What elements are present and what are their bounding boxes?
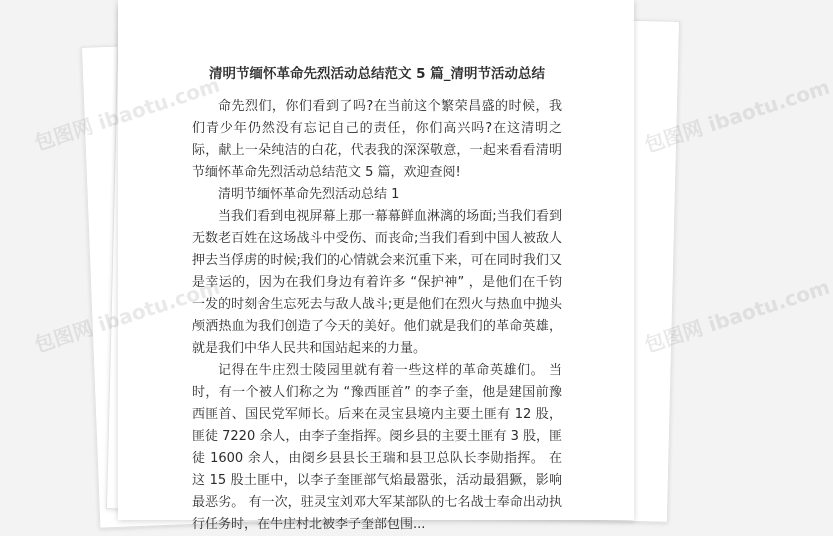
document-content: [192, 64, 562, 536]
intro-paragraph: 命先烈们，你们看到了吗?在当前这个繁荣昌盛的时候，我们青少年仍然没有忘记自己的责任，你们高兴吗?在这清明之际，献上一朵纯洁的白花，代表我的深深敬意，一起来看看清明节缅怀革命先烈活动总结范文 5 篇，欢迎查阅!: [192, 99, 562, 180]
watermark-logo: 包图网: [31, 113, 96, 156]
watermark-logo: 包图网 ibaotu.com: [641, 74, 833, 158]
document-title: 清明节缅怀革命先烈活动总结范文 5 篇_清明节活动总结: [208, 66, 546, 82]
watermark-logo: 包图网 ibaotu.com: [641, 274, 833, 358]
section-heading: 清明节缅怀革命先烈活动总结 1: [218, 187, 400, 202]
watermark-logo: 包图网: [31, 315, 96, 358]
document-page: [118, 0, 634, 532]
body-paragraph-2: 记得在牛庄烈士陵园里就有着一些这样的革命英雄们。 当时，有一个被人们称之为 “豫西匪首” 的李子奎，他是建国前豫西匪首、国民党军师长。后来在灵宝县境内主要土匪有 12 股，匪徒 7220 余人，由李子奎指挥。阌乡县的主要土匪有 3 股，匪徒 1600 余人，由阌乡县县长王瑞和县卫总队长李勋指挥。 在这 15 股土匪中，以李子奎匪部气焰最嚣张，活动最猖獗，影响最恶劣。 有一次，驻灵宝刘邓大军某部队的七名战士奉命出动执行任务时，在牛庄村北被李子奎部包围...: [192, 363, 562, 532]
body-paragraph-1: 当我们看到电视屏幕上那一幕幕鲜血淋漓的场面;当我们看到无数老百姓在这场战斗中受伤、而丧命;当我们看到中国人被敌人押去当俘虏的时候;我们的心情就会来沉重下来，可在同时我们又是幸运的，因为在我们身边有着许多 “保护神” ，是他们在千钧一发的时刻舍生忘死去与敌人战斗;更是他们在烈火与热血中抛头颅洒热血为我们创造了今天的美好。他们就是我们的革命英雄，就是我们中华人民共和国站起来的力量。: [192, 209, 562, 356]
